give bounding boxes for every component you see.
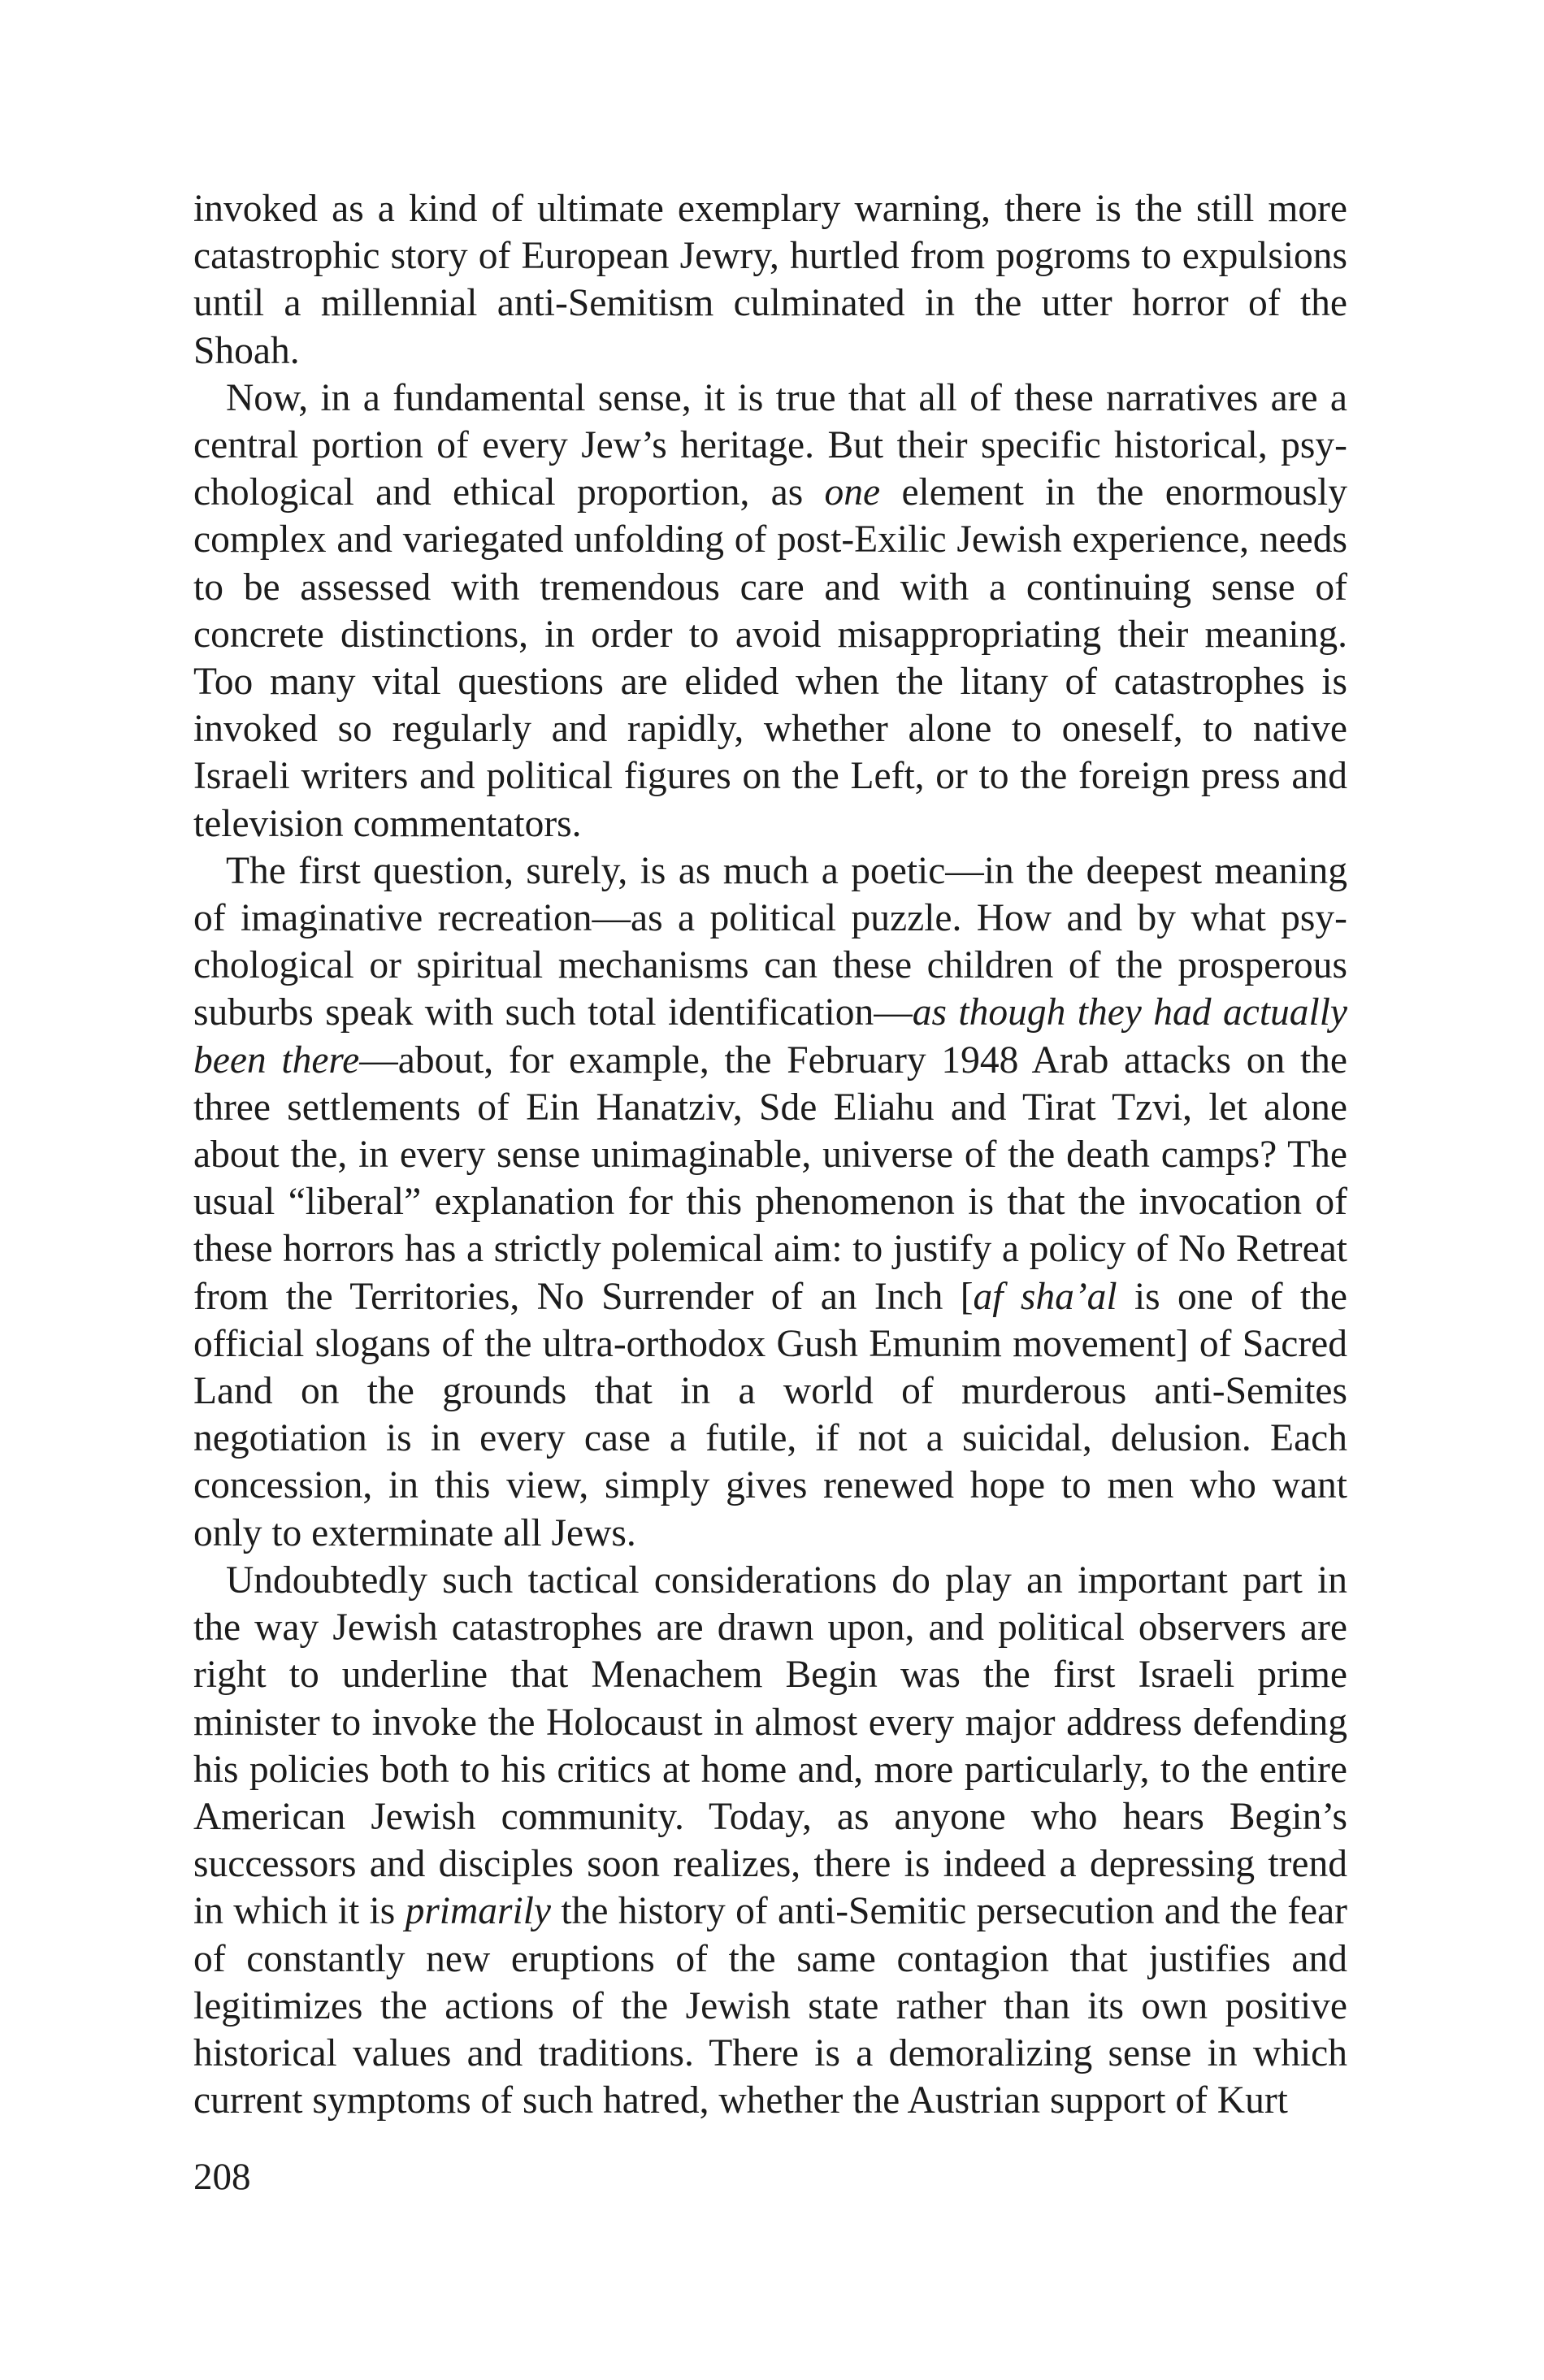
page-number: 208 — [193, 2156, 251, 2198]
text-run: Now, in a fundamental sense, it is true that all of these narratives are a central portion of every Jew’s heritage. But their specific historical, psychological and ethical proportion, as — [193, 376, 1347, 514]
italic-text: as though they had actually been there — [193, 991, 1347, 1082]
italic-text: primarily — [405, 1890, 552, 1933]
text-run: —about, for example, the February 1948 Arab attacks on the three settlements of Ein Hanatziv, Sde Eliahu and Tirat Tzvi, let alone about the, in every sense unimaginable, universe of the death camps? The usual “liberal” explanation for this phenomenon is that the invocation of these horrors has a strictly polemical aim: to justify a policy of No Retreat from the Territories, No Surrender of an Inch [ — [193, 1038, 1347, 1318]
text-run: the history of anti-Semitic persecution and the fear of constantly new eruptions of the same contagion that justifies and legitimizes the actions of the Jewish state rather than its own positive historical values and traditions. There is a demoralizing sense in which current symptoms of such hatred, whether the Austrian support of Kurt — [193, 1890, 1347, 2122]
text-run: Undoubtedly such tactical considerations do play an important part in the way Jewish catastrophes are drawn upon, and political observers are right to underline that Menachem Begin was the first Israeli prime minister to invoke the Holocaust in almost every major address defending his policies both to his critics at home and, more particularly, to the entire American Jewish community. Today, as anyone who hears Begin’s successors and disciples soon realizes, there is indeed a depressing trend in which it is — [193, 1558, 1347, 1933]
italic-text: one — [824, 471, 881, 514]
paragraph — [193, 848, 1347, 1557]
text-run: is one of the official slogans of the ultra-orthodox Gush Emunim movement] of Sacred Land on the grounds that in a world of murderous anti-Semites negotiation is in every case a futile, if not a suicidal, delusion. Each concession, in this view, simply gives renewed hope to men who want only to exterminate all Jews. — [193, 1275, 1347, 1554]
paragraph — [193, 185, 1347, 375]
text-run: element in the enormously complex and variegated unfolding of post-Exilic Jewish experience, needs to be assessed with tremendous care and with a continuing sense of concrete distinctions, in order to avoid misappropriating their meaning. Too many vital questions are elided when the litany of catastrophes is invoked so regularly and rapidly, whether alone to oneself, to native Israeli writers and political figures on the Left, or to the foreign press and television commentators. — [193, 471, 1347, 845]
text-run: invoked as a kind of ultimate exemplary warning, there is the still more catastrophic story of European Jewry, hurtled from pogroms to expulsions until a millennial anti-Semitism culminated in the utter horror of the Shoah. — [193, 188, 1347, 372]
paragraph — [193, 375, 1347, 848]
paragraph — [193, 1557, 1347, 2124]
text-run: The first question, surely, is as much a poetic—in the deepest meaning of imaginative recreation—as a political puzzle. How and by what psychological or spiritual mechanisms can these children of the prosperous suburbs speak with such total identification— — [193, 849, 1347, 1034]
body-text — [193, 185, 1347, 2124]
italic-text: af sha’al — [973, 1275, 1117, 1318]
